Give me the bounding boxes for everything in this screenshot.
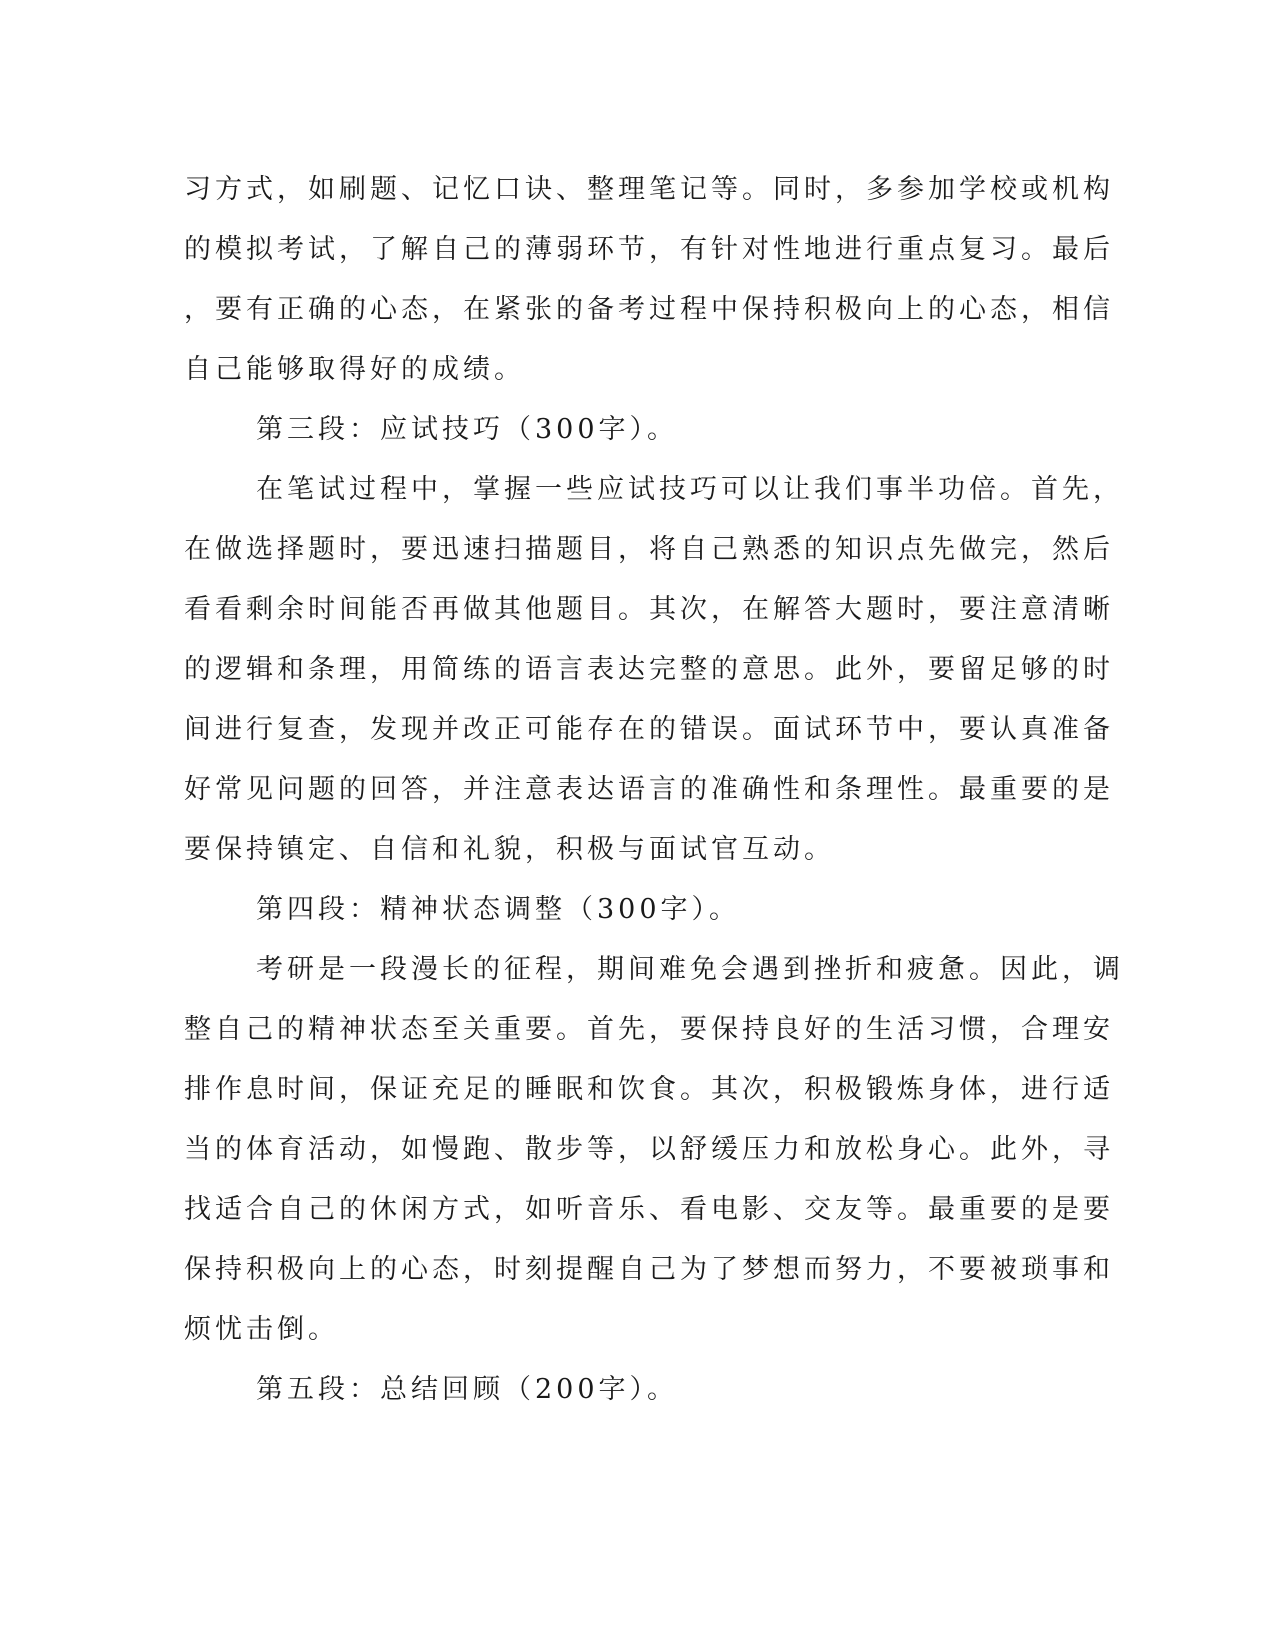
text-line: 自己能够取得好的成绩。 bbox=[184, 354, 525, 385]
document-body bbox=[184, 160, 1124, 1420]
text-line: 间进行复查，发现并改正可能存在的错误。面试环节中，要认真准备 bbox=[184, 714, 1114, 745]
text-line: 烦忧击倒。 bbox=[184, 1314, 339, 1345]
section-heading-5: 第五段：总结回顾（200字）。 bbox=[256, 1374, 679, 1405]
text-line: 的模拟考试，了解自己的薄弱环节，有针对性地进行重点复习。最后 bbox=[184, 234, 1114, 265]
text-line: 要保持镇定、自信和礼貌，积极与面试官互动。 bbox=[184, 834, 835, 865]
text-line: 当的体育活动，如慢跑、散步等，以舒缓压力和放松身心。此外，寻 bbox=[184, 1134, 1114, 1165]
text-line: 整自己的精神状态至关重要。首先，要保持良好的生活习惯，合理安 bbox=[184, 1014, 1114, 1045]
text-line: 看看剩余时间能否再做其他题目。其次，在解答大题时，要注意清晰 bbox=[184, 594, 1114, 625]
text-line: 在笔试过程中，掌握一些应试技巧可以让我们事半功倍。首先， bbox=[256, 474, 1124, 505]
text-line: 的逻辑和条理，用简练的语言表达完整的意思。此外，要留足够的时 bbox=[184, 654, 1114, 685]
text-line: 在做选择题时，要迅速扫描题目，将自己熟悉的知识点先做完，然后 bbox=[184, 534, 1114, 565]
text-line: 排作息时间，保证充足的睡眠和饮食。其次，积极锻炼身体，进行适 bbox=[184, 1074, 1114, 1105]
text-line: 习方式，如刷题、记忆口诀、整理笔记等。同时，多参加学校或机构 bbox=[184, 174, 1114, 205]
text-line: ，要有正确的心态，在紧张的备考过程中保持积极向上的心态，相信 bbox=[184, 294, 1114, 325]
text-line: 考研是一段漫长的征程，期间难免会遇到挫折和疲惫。因此，调 bbox=[256, 954, 1124, 985]
text-line: 找适合自己的休闲方式，如听音乐、看电影、交友等。最重要的是要 bbox=[184, 1194, 1114, 1225]
section-heading-4: 第四段：精神状态调整（300字）。 bbox=[256, 894, 741, 925]
text-line: 保持积极向上的心态，时刻提醒自己为了梦想而努力，不要被琐事和 bbox=[184, 1254, 1114, 1285]
text-line: 好常见问题的回答，并注意表达语言的准确性和条理性。最重要的是 bbox=[184, 774, 1114, 805]
section-heading-3: 第三段：应试技巧（300字）。 bbox=[256, 414, 679, 445]
